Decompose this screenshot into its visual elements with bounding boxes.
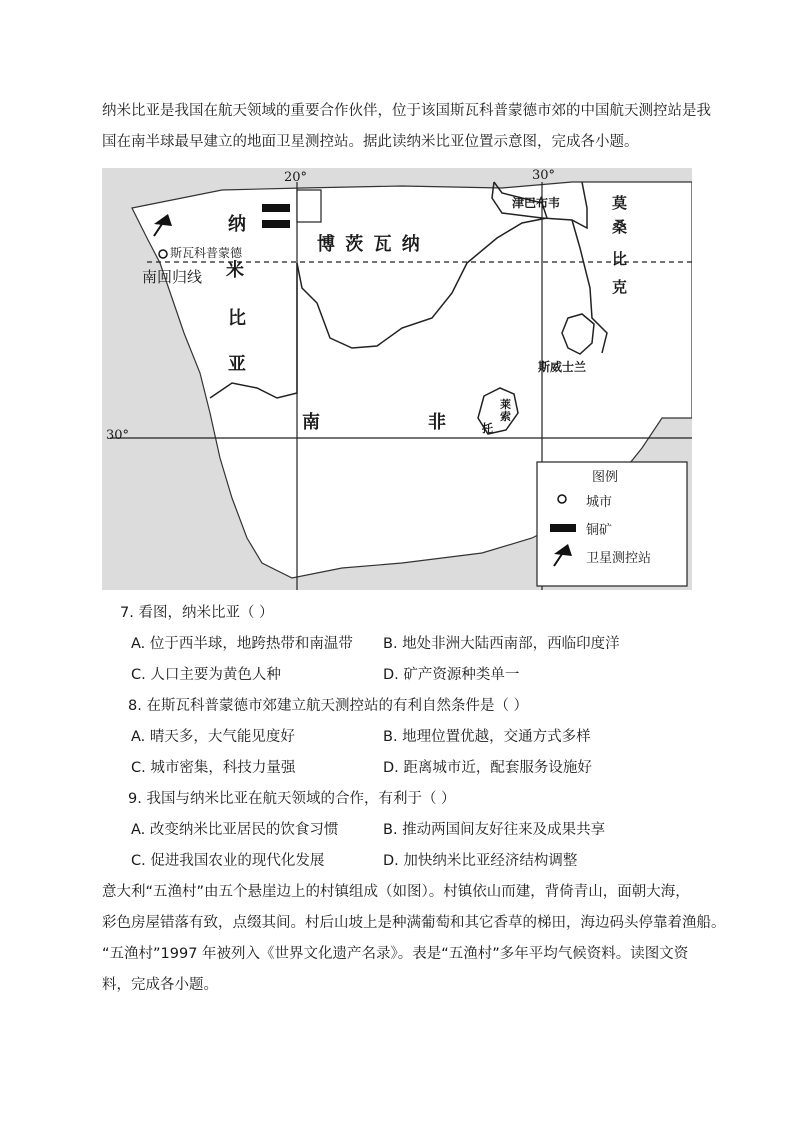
question-7-stem: 7. 看图，纳米比亚（ ） — [120, 605, 274, 621]
question-8-option-d[interactable]: D. 距离城市近，配套服务设施好 — [383, 760, 592, 776]
country-label-south-africa: 非 — [428, 412, 446, 433]
country-label-namibia: 米 — [226, 260, 244, 281]
question-9-stem: 9. 我国与纳米比亚在航天领域的合作，有利于（ ） — [128, 791, 456, 807]
intro-line-2: 国在南半球最早建立的地面卫星测控站。据此读纳米比亚位置示意图，完成各小题。 — [102, 134, 639, 150]
copper-mine-marker — [262, 204, 290, 212]
question-8-stem: 8. 在斯瓦科普蒙德市郊建立航天测控站的有利自然条件是（ ） — [128, 698, 529, 714]
legend-city-icon — [558, 495, 566, 503]
question-9-option-a[interactable]: A. 改变纳米比亚居民的饮食习惯 — [131, 822, 339, 838]
country-label-south-africa: 南 — [302, 412, 320, 433]
lon-label-20: 20° — [284, 170, 308, 185]
country-label-lesotho: 莱 — [500, 398, 511, 411]
outro-line-1: 意大利“五渔村”由五个悬崖边上的村镇组成（如图）。村镇依山而建，背倚青山，面朝大海， — [102, 884, 690, 900]
question-7-option-b[interactable]: B. 地处非洲大陆西南部，西临印度洋 — [383, 636, 620, 652]
country-label-mozambique: 比 — [612, 250, 628, 268]
legend-station-label: 卫星测控站 — [586, 551, 652, 566]
country-label-mozambique: 克 — [612, 278, 628, 296]
outro-line-4: 料，完成各小题。 — [102, 977, 218, 993]
lon-label-30: 30° — [532, 168, 556, 183]
country-label-botswana: 博 茨 瓦 纳 — [317, 234, 422, 255]
country-label-lesotho: 托 — [482, 422, 493, 435]
city-marker — [159, 250, 167, 258]
question-9-option-d[interactable]: D. 加快纳米比亚经济结构调整 — [383, 853, 578, 869]
legend-title: 图例 — [592, 470, 619, 485]
tropic-label: 南回归线 — [142, 268, 203, 286]
question-9-option-b[interactable]: B. 推动两国间友好往来及成果共享 — [383, 822, 606, 838]
question-7-option-d[interactable]: D. 矿产资源种类单一 — [383, 667, 520, 683]
question-8-option-b[interactable]: B. 地理位置优越，交通方式多样 — [383, 729, 591, 745]
country-label-zimbabwe: 津巴布韦 — [512, 196, 561, 210]
intro-line-1: 纳米比亚是我国在航天领域的重要合作伙伴，位于该国斯瓦科普蒙德市郊的中国航天测控站是我 — [102, 103, 711, 119]
question-7-option-c[interactable]: C. 人口主要为黄色人种 — [131, 667, 281, 683]
country-label-namibia: 比 — [228, 308, 246, 329]
country-label-namibia: 亚 — [228, 354, 246, 375]
question-7-option-a[interactable]: A. 位于西半球，地跨热带和南温带 — [131, 636, 353, 652]
city-label: 斯瓦科普蒙德 — [170, 246, 243, 260]
outro-line-3: “五渔村”1997 年被列入《世界文化遗产名录》。表是“五渔村”多年平均气候资料。读图文资 — [102, 946, 689, 962]
country-label-lesotho: 索 — [500, 410, 511, 423]
question-8-option-c[interactable]: C. 城市密集，科技力量强 — [131, 760, 296, 776]
country-label-mozambique: 桑 — [612, 218, 628, 236]
lat-label-30: 30° — [106, 428, 130, 443]
legend-city-label: 城市 — [586, 495, 613, 510]
legend-copper-label: 铜矿 — [586, 523, 613, 538]
country-label-swaziland: 斯威士兰 — [538, 360, 587, 374]
map-frame-corner — [297, 190, 321, 222]
question-9-option-c[interactable]: C. 促进我国农业的现代化发展 — [131, 853, 325, 869]
legend-copper-icon — [550, 524, 576, 532]
copper-mine-marker — [262, 220, 290, 228]
namibia-location-map — [102, 168, 692, 590]
country-label-mozambique: 莫 — [612, 194, 628, 212]
country-label-namibia: 纳 — [228, 214, 246, 235]
outro-line-2: 彩色房屋错落有致，点缀其间。村后山坡上是种满葡萄和其它香草的梯田，海边码头停靠着渔船。 — [102, 915, 726, 931]
question-8-option-a[interactable]: A. 晴天多，大气能见度好 — [131, 729, 295, 745]
